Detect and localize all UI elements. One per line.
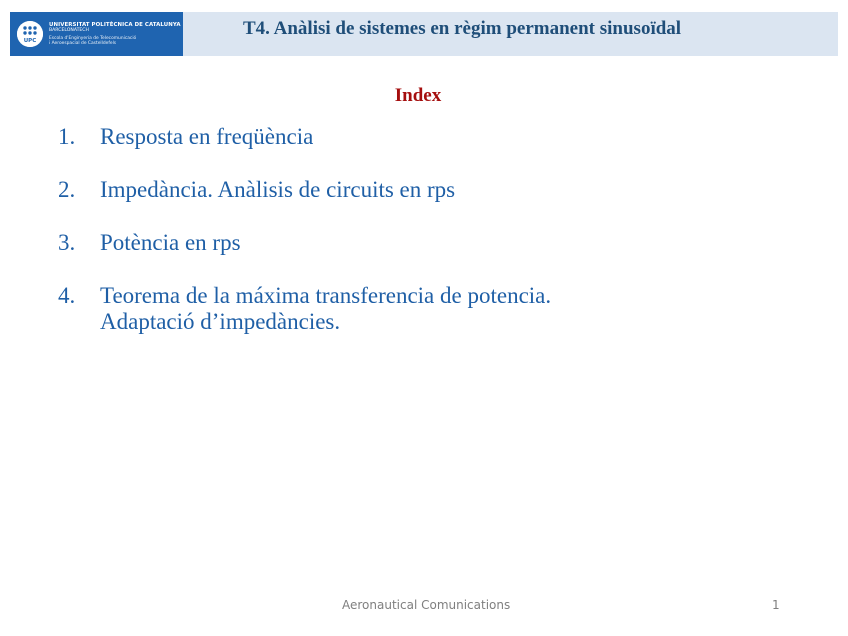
index-item xyxy=(58,230,551,256)
index-item-number: 4. xyxy=(58,283,76,308)
index-item-number: 3. xyxy=(58,230,76,255)
logo-school-line1: Escola d'Enginyeria de Telecomunicació xyxy=(49,35,137,41)
index-item xyxy=(58,177,551,203)
index-item-text xyxy=(100,230,241,256)
upc-logo-mark-icon xyxy=(17,21,43,47)
index-item-text xyxy=(100,124,313,150)
index-list xyxy=(58,124,551,362)
logo-school-line2: i Aeroespacial de Castelldefels xyxy=(49,40,117,46)
index-item xyxy=(58,283,551,335)
footer-course-name: Aeronautical Comunications xyxy=(342,598,511,612)
index-item-line: Resposta en freqüència xyxy=(100,124,314,149)
upc-logo xyxy=(10,12,183,56)
index-item-text xyxy=(100,283,551,335)
logo-university-name: UNIVERSITAT POLITÈCNICA DE CATALUNYA xyxy=(49,22,181,29)
slide-title: T4. Anàlisi de sistemes en règim permanent sinusoïdal xyxy=(243,18,682,39)
index-item-number: 1. xyxy=(58,124,76,149)
index-item-text xyxy=(100,177,455,203)
index-item-line: Adaptació d’impedàncies. xyxy=(100,309,341,334)
logo-tagline: BARCELONATECH xyxy=(49,28,89,34)
footer-page-number: 1 xyxy=(772,598,780,612)
index-item xyxy=(58,124,551,150)
index-item-number: 2. xyxy=(58,177,76,202)
index-heading: Index xyxy=(394,85,442,106)
index-item-line: Potència en rps xyxy=(100,230,241,255)
logo-text xyxy=(49,22,181,46)
index-item-line: Teorema de la máxima transferencia de potencia. xyxy=(100,283,552,308)
logo-mark-label: UPC xyxy=(23,38,37,44)
index-item-line: Impedància. Anàlisis de circuits en rps xyxy=(100,177,456,202)
